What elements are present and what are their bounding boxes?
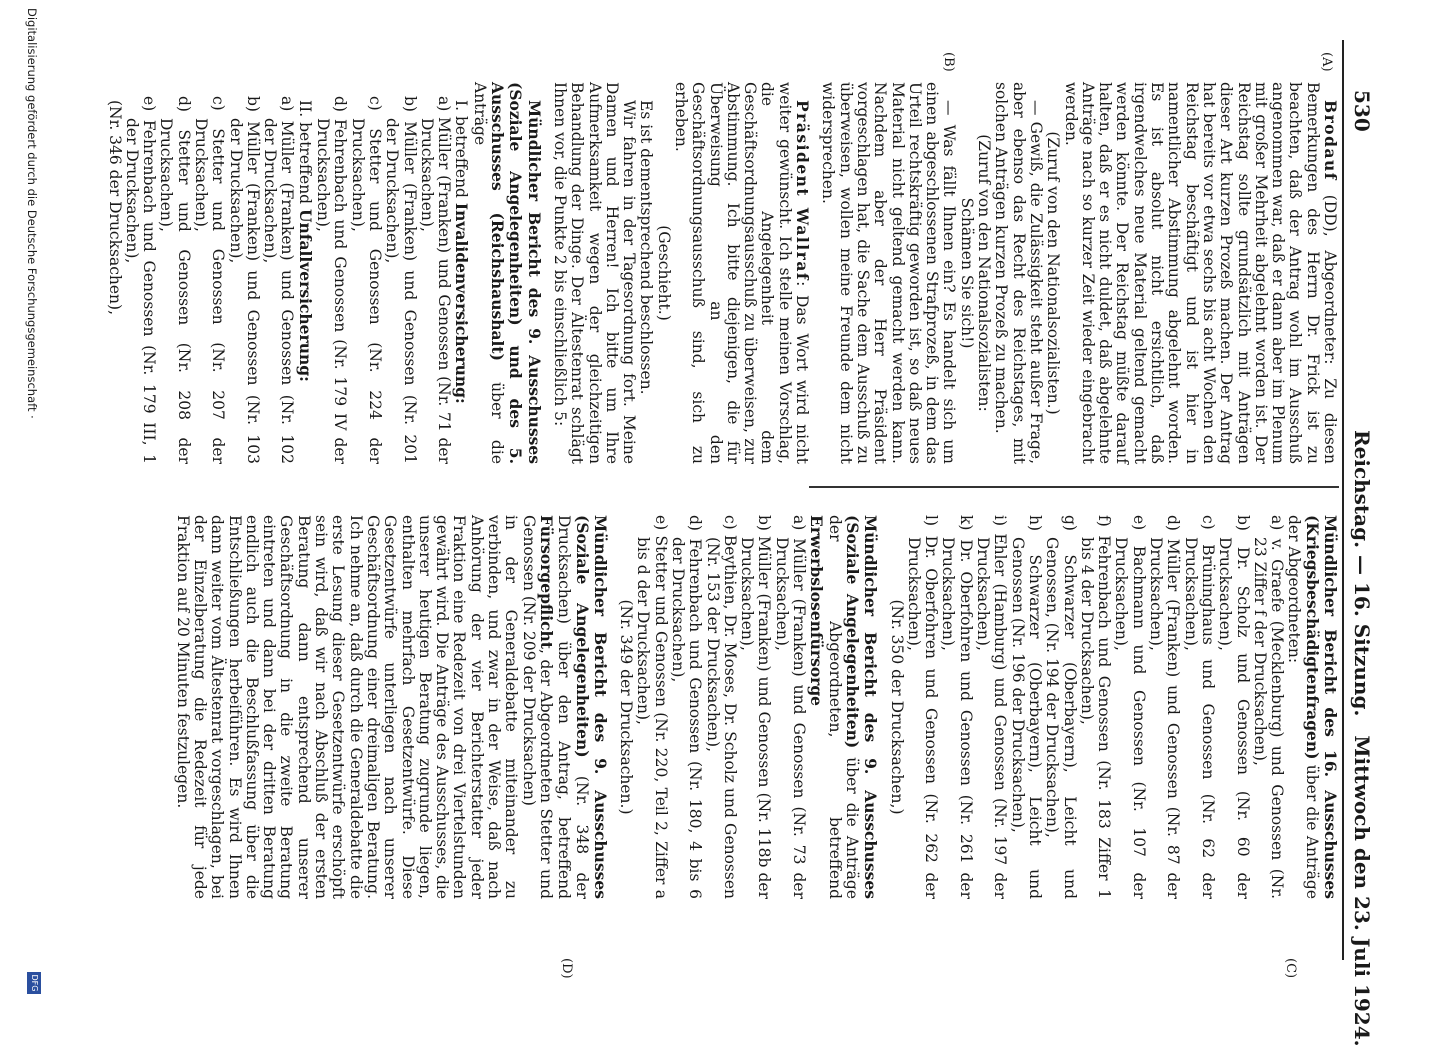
paragraph: — Was fällt Ihnen ein? Es handelt sich um einen abgeschlossenen Strafprozeß, in dem das Urteil rechtskräftig geworden ist, so daß neues Material nicht geltend gemacht werden kann. Nachdem aber der Herr Präsident vorgeschlagen hat, die Sache dem Ausschuß zu überweisen, wollen meine Freunde dem nicht widersprechen. — [819, 82, 959, 464]
reference: (Nr. 350 der Drucksachen,) — [887, 599, 906, 815]
reference: (Nr. 349 der Drucksachen.) — [617, 599, 636, 815]
list-item: c) Brüninghaus und Genossen (Nr. 62 der Drucksachen), — [1181, 515, 1217, 899]
running-title-text: Reichstag. — 16. Sitzung. — [1350, 430, 1374, 717]
subsection-title: Unfallversicherung: — [295, 209, 315, 382]
paragraph-brodauf — [1061, 82, 1339, 464]
list-item: c) Stetter und Genossen (Nr. 224 der Drucksachen), — [348, 96, 384, 464]
interjection: Schämen Sie sich!) — [957, 197, 976, 349]
list-item: e) Bachmann und Genossen (Nr. 107 der Drucksachen), — [1112, 515, 1148, 899]
heading-text: über die Anträge — [470, 82, 507, 464]
speaker-president: Präsident Wallraf — [793, 100, 813, 282]
paragraph-text: : Das Wort wird nicht weiter gewünscht. Ich stelle meinen Vorschlag, die Angelegenheit dem Geschäftsordnungsausschuß zu überweisen, zur Abstimmung. Ich bitte diejenigen, die für Überweisung an den Geschäftsordnungsausschuß sind, sich zu erheben. — [672, 82, 812, 465]
interjection: (Zuruf von den Nationalsozialisten: — [975, 134, 994, 412]
list-item: d) Stetter und Genossen (Nr. 208 der Drucksachen), — [157, 96, 193, 464]
list-item: d) Müller (Franken) und Genossen (Nr. 87 der Drucksachen), — [1147, 515, 1183, 899]
agenda-heading-1 — [470, 82, 542, 464]
paragraph: — Gewiß, die Zulässigkeit steht außer Frage, aber ebenso das Recht des Reichstages, mit solchen Anträgen kurzen Prozeß zu machen. — [992, 82, 1045, 464]
list-item: e) Stetter und Genossen (Nr. 220, Teil 2, Ziffer a bis d der Drucksachen), — [634, 515, 670, 899]
speaker-brodauf: Brodauf — [1321, 100, 1340, 181]
interjection: (Geschieht.) — [654, 225, 673, 321]
list-item: k) Dr. Oberfohren und Genossen (Nr. 261 der Drucksachen), — [939, 515, 975, 899]
heading-text: über die Anträge der Abgeordneten: — [1285, 515, 1321, 899]
running-title — [1350, 430, 1374, 1047]
heading-bold: Mündlicher Bericht des 9. Ausschusses (Soziale Angelegenheiten) — [572, 515, 610, 899]
paragraph-text: (DD), Abgeordneter: Zu diesen Bemerkungen des Herrn Dr. Frick ist zu beachten, daß der Antrag wohl im Ausschuß angenommen war, daß er dann aber im Plenum mit großer Mehrheit abgelehnt worden ist. Der Reichstag sollte grundsätzlich mit Anträgen dieser Art kurzen Prozeß machen. Der Antrag hat bereits vor etwa sechs bis acht Wochen den Reichstag beschäftigt und ist hier in namentlicher Abstimmung abgelehnt worden. Es ist absolut nicht ersichtlich, daß irgendwelches neue Material geltend gemacht werden könnte. Der Reichstag müßte darauf halten, daß er es nicht duldet, daß abgelehnte Anträge nach so kurzer Zeit wieder eingebracht werden. — [1061, 82, 1339, 464]
subsection-invalid — [452, 82, 470, 464]
list-item: a) Müller (Franken) und Genossen (Nr. 102 der Drucksachen), — [261, 96, 297, 464]
paragraph-final: in der Generaldebatte miteinander zu verbinden, und zwar in der Weise, daß nach Anhörung der vier Berichterstatter jeder Fraktion eine Redezeit von drei Viertelstunden gewährt wird. Die Anträge des Ausschusses, die unserer heutigen Beratung zugrunde liegen, enthalten mehrfach Gesetzentwürfe. Diese Gesetzentwürfe unterliegen nach unserer Geschäftsordnung einer dreimaligen Beratung. Ich nehme an, daß durch die Generaldebatte die erste Lesung dieser Gesetzentwürfe erschöpft sein wird, daß wir nach Abschluß der ersten Beratung dann entsprechend unserer Geschäftsordnung in die zweite Beratung eintreten und dann bei der dritten Beratung endlich auch die Beschlußfassung über die Entschließungen herbeiführen. Es wird Ihnen dann weiter vom Ältestenrat vorgeschlagen, bei der Einzelberatung die Redezeit für jede Fraktion auf 20 Minuten festzulegen. — [173, 515, 521, 899]
reference: (Nr. 346 der Drucksachen), — [105, 100, 124, 315]
list-item: e) Fehrenbach und Genossen (Nr. 179 III, 1 der Drucksachen), — [122, 96, 159, 464]
list-item: d) Fehrenbach und Genossen (Nr. 180, 4 bis 6 der Drucksachen), — [669, 515, 705, 899]
list-item: b) Müller (Franken) und Genossen (Nr. 118b der Drucksachen), — [738, 515, 774, 899]
left-column — [105, 82, 1339, 464]
heading-bold-topic: Fürsorgepflicht — [536, 515, 556, 649]
list-item: a) Müller (Franken) und Genossen (Nr. 71 der Drucksachen), — [417, 96, 454, 464]
digitization-footer — [21, 0, 43, 1000]
margin-marker-d: (D) — [559, 958, 574, 979]
subsection-prefix: I. betreffend — [452, 100, 471, 203]
margin-marker-b: (B) — [941, 52, 956, 72]
heading-bold-topic: Erwerbslosenfürsorge — [807, 515, 827, 707]
heading-bold: Mündlicher Bericht des 9. Ausschusses (Soziale Angelegenheiten) — [842, 515, 881, 899]
page-header — [1334, 40, 1374, 1047]
subsection-title: Invalidenversicherung: — [452, 202, 472, 404]
page-number: 530 — [1350, 90, 1374, 132]
agenda-heading-4 — [519, 515, 608, 899]
interjection: (Zuruf von den Nationalsozialisten.) — [1044, 131, 1063, 415]
list-item: b) Müller (Franken) und Genossen (Nr. 201 der Drucksachen), — [383, 96, 419, 464]
list-item: d) Fehrenbach und Genossen (Nr. 179 IV der Drucksachen), — [314, 96, 350, 464]
list-item: h) Schwarzer (Oberbayern), Leicht und Genossen (Nr. 196 der Drucksachen), — [1008, 515, 1044, 899]
heading-bold: Mündlicher Bericht des 9. Ausschusses (Soziale Angelegenheiten) und des 5. Ausschusses (Reichshaushalt) — [488, 82, 544, 464]
list-item: c) Stetter und Genossen (Nr. 207 der Drucksachen), — [192, 96, 228, 464]
list-item: i) Ehler (Hamburg) und Genossen (Nr. 197 der Drucksachen), — [974, 515, 1010, 899]
heading-text: (Nr. 348 der Drucksachen) über den Antrag, betreffend — [555, 515, 591, 899]
list-item: f) Fehrenbach und Genossen (Nr. 183 Ziffer 1 bis 4 der Drucksachen), — [1077, 515, 1114, 899]
list-item: l) Dr. Oberfohren und Genossen (Nr. 262 der Drucksachen), — [904, 515, 941, 899]
session-date: Mittwoch den 23. Juli 1924. — [1350, 735, 1374, 1047]
list-item: g) Schwarzer (Oberbayern), Leicht und Genossen, (Nr. 194 der Drucksachen), — [1043, 515, 1079, 899]
list-item: b) Müller (Franken) und Genossen (Nr. 103 der Drucksachen), — [226, 96, 262, 464]
agenda-heading-3 — [807, 515, 879, 899]
dfg-logo: DFG — [27, 972, 41, 994]
list-item: c) Beythien, Dr. Moses, Dr. Scholz und Genossen (Nr. 153 der Drucksachen), — [703, 515, 739, 899]
agenda-heading-2 — [1285, 515, 1339, 899]
margin-marker-c: (C) — [1283, 958, 1298, 979]
subsection-prefix: II. betreffend — [295, 100, 314, 210]
margin-marker-a: (A) — [1319, 52, 1334, 72]
paragraph: Wir fahren in der Tagesordnung fort. Meine Damen und Herren! Ich bitte um Ihre Aufmerksamkeit wegen der gleichzeitigen Behandlung der Dinge. Der Ältestenrat schlägt Ihnen vor, die Punkte 2 bis einschließlich 5: — [550, 82, 639, 464]
header-rule — [1342, 40, 1344, 960]
heading-bold: Mündlicher Bericht des 16. Ausschusses (Kriegsbeschädigtenfragen) — [1302, 515, 1340, 899]
paragraph: Es ist dementsprechend beschlossen. — [637, 100, 656, 395]
list-item: a) Müller (Franken) und Genossen (Nr. 73 der Drucksachen), — [772, 515, 809, 899]
list-item: b) Dr. Scholz und Genossen (Nr. 60 der Drucksachen), — [1216, 515, 1252, 899]
footer-text: Digitalisierung gefördert durch die Deutsche Forschungsgemeinschaft · — [25, 8, 39, 419]
paragraph-president — [672, 82, 811, 464]
heading-text-end: , der Abgeordneten Stetter und Genossen (Nr. 209 der Drucksachen) — [519, 515, 555, 899]
subsection-unfall — [295, 82, 313, 464]
right-column — [173, 515, 1339, 899]
column-rule — [809, 486, 1339, 488]
list-item: a) v. Graefe (Mecklenburg) und Genossen (Nr. 23 Ziffer f der Drucksachen), — [1250, 515, 1287, 899]
heading-text: über die Anträge der Abgeordneten, betreffend — [825, 515, 861, 899]
